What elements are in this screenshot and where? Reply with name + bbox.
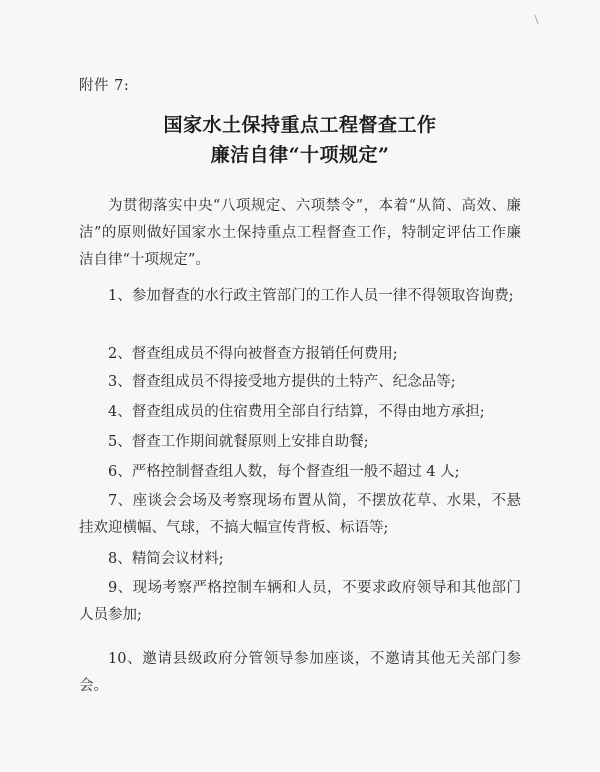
- rule-10: 10、邀请县级政府分管领导参加座谈，不邀请其他无关部门参会。: [79, 651, 521, 694]
- title-line-1: 国家水土保持重点工程督查工作: [163, 114, 437, 136]
- rule-8: 8、精简会议材料;: [108, 551, 224, 567]
- attachment-label: 附件 7:: [79, 78, 130, 94]
- rule-5: 5、督查工作期间就餐原则上安排自助餐;: [108, 434, 369, 450]
- rule-3: 3、督查组成员不得接受地方提供的土特产、纪念品等;: [108, 374, 456, 390]
- rule-6: 6、严格控制督查组人数，每个督查组一般不超过 4 人;: [108, 464, 460, 480]
- rule-7: 7、座谈会会场及考察现场布置从简，不摆放花草、水果，不悬挂欢迎横幅、气球，不搞大幅宣传背板、标语等;: [79, 493, 521, 536]
- rule-1: 1、参加督查的水行政主管部门的工作人员一律不得领取咨询费;: [108, 288, 514, 304]
- rule-9: 9、现场考察严格控制车辆和人员，不要求政府领导和其他部门人员参加;: [79, 580, 521, 623]
- rule-4: 4、督查组成员的住宿费用全部自行结算，不得由地方承担;: [108, 404, 485, 420]
- rule-2: 2、督查组成员不得向被督查方报销任何费用;: [108, 346, 398, 362]
- intro-paragraph: 为贯彻落实中央“八项规定、六项禁令”，本着“从简、高效、廉洁”的原则做好国家水土保持重点工程督查工作，特制定评估工作廉洁自律“十项规定”。: [79, 198, 521, 268]
- title-line-2: 廉洁自律“十项规定”: [210, 144, 390, 166]
- scan-mark: [534, 14, 541, 25]
